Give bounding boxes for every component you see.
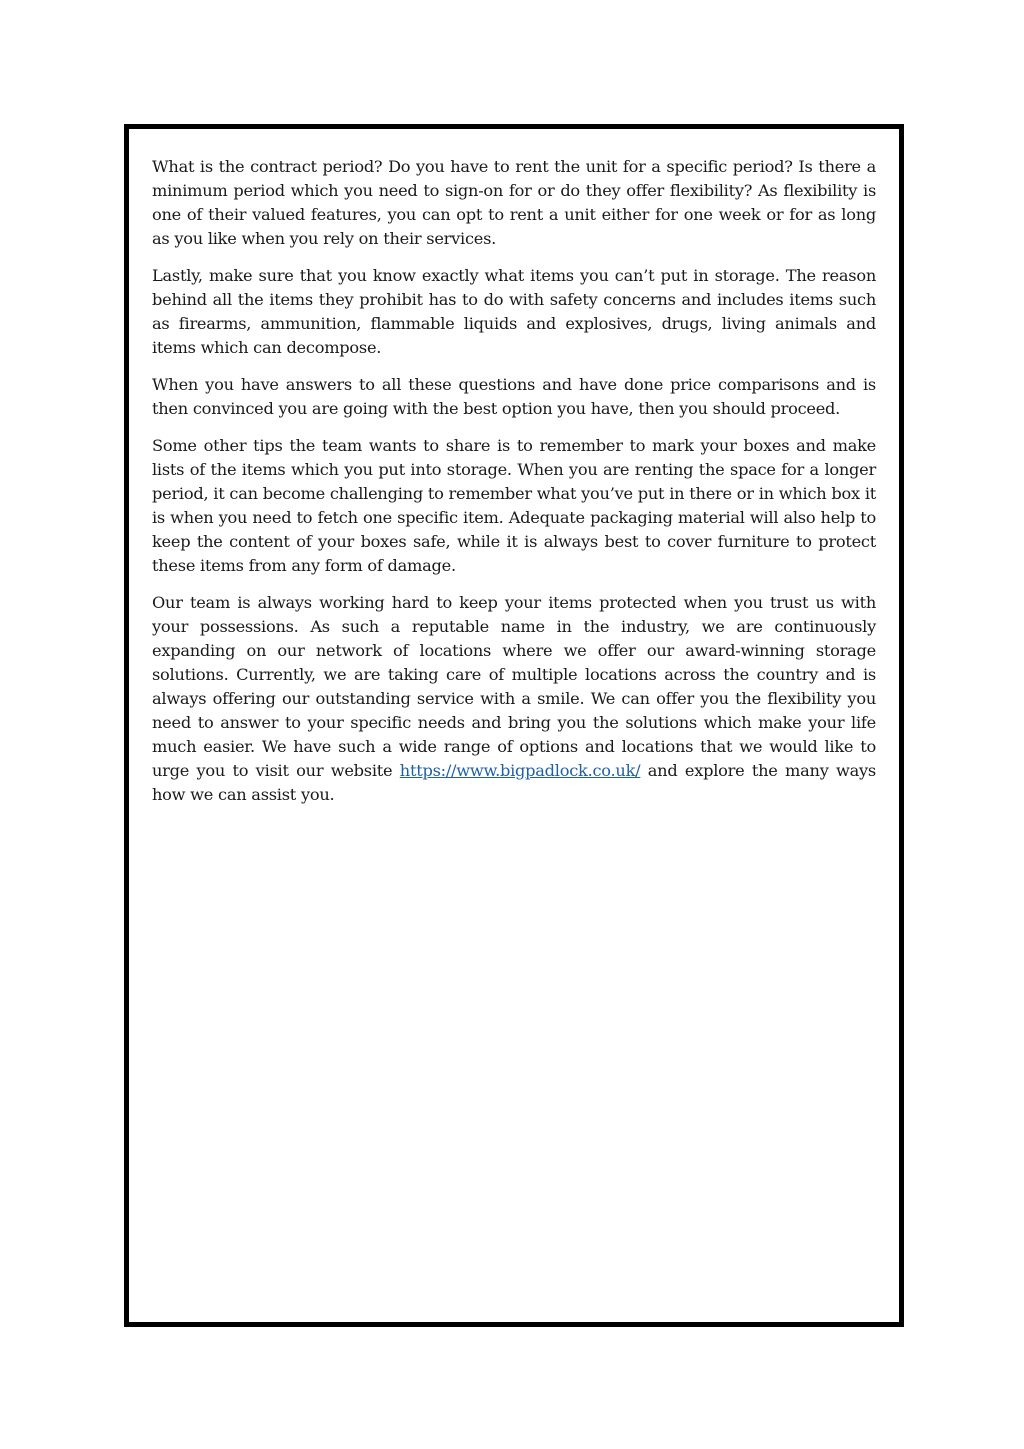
document-body [152,155,876,820]
paragraph-prohibited-items: Lastly, make sure that you know exactly what items you can’t put in storage. The reason behind all the items they prohibit has to do with safety concerns and includes items such as firearms, ammunition, flammable liquids and explosives, drugs, living animals and items which can decompose. [152,266,876,357]
paragraph-contract-period: What is the contract period? Do you have to rent the unit for a specific period? Is there a minimum period which you need to sign-on for or do they offer flexibility? As flexibility is one of their valued features, you can opt to rent a unit either for one week or for as long as you like when you rely on their services. [152,157,876,248]
paragraph-price-comparison: When you have answers to all these questions and have done price comparisons and is then convinced you are going with the best option you have, then you should proceed. [152,375,876,418]
paragraph-storage-tips: Some other tips the team wants to share is to remember to mark your boxes and make lists of the items which you put into storage. When you are renting the space for a longer period, it can become challenging to remember what you’ve put in there or in which box it is when you need to fetch one specific item. Adequate packaging material will also help to keep the content of your boxes safe, while it is always best to cover furniture to protect these items from any form of damage. [152,436,876,575]
paragraph-our-team [152,591,876,807]
page-frame [124,124,904,1327]
paragraph-our-team-text: Our team is always working hard to keep your items protected when you trust us with your possessions. As such a reputable name in the industry, we are continuously expanding on our network of locations where we offer our award-winning storage solutions. Currently, we are taking care of multiple locations across the country and is always offering our outstanding service with a smile. We can offer you the flexibility you need to answer to your specific needs and bring you the solutions which make your life much easier. We have such a wide range of options and locations that we would like to urge you to visit our website [152,593,876,780]
website-link[interactable]: https://www.bigpadlock.co.uk/ [399,761,641,780]
paragraph-our-team-closing: and explore the many ways how we can assist you. [152,761,876,804]
